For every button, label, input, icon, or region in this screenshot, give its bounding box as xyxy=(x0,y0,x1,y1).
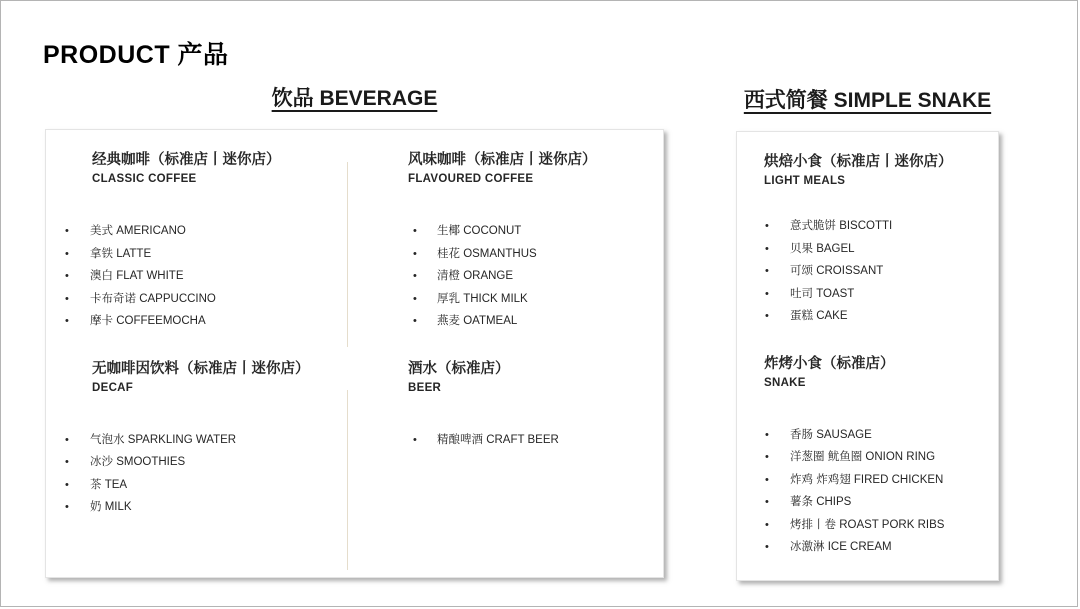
section-title-cn: 酒水（标准店） xyxy=(408,360,510,377)
menu-item-label: 精酿啤酒 CRAFT BEER xyxy=(437,433,559,446)
bullet-icon: • xyxy=(413,270,417,282)
menu-item xyxy=(65,496,348,519)
menu-item-label: 吐司 TOAST xyxy=(790,287,855,300)
menu-item-list xyxy=(408,429,663,452)
beverage-card xyxy=(45,129,664,578)
section-title-en: CLASSIC COFFEE xyxy=(92,173,197,185)
bullet-icon: • xyxy=(413,315,417,327)
menu-item xyxy=(757,491,998,514)
snack-group xyxy=(736,87,999,581)
menu-item-label: 燕麦 OATMEAL xyxy=(437,315,518,327)
menu-item-label: 薯条 CHIPS xyxy=(790,496,852,508)
menu-item xyxy=(408,265,663,288)
bullet-icon: • xyxy=(65,433,69,446)
menu-item-label: 生椰 COCONUT xyxy=(437,225,522,237)
menu-item xyxy=(65,474,348,497)
menu-item-label: 气泡水 SPARKLING WATER xyxy=(90,433,237,446)
menu-item-label: 冰沙 SMOOTHIES xyxy=(90,456,186,468)
menu-item xyxy=(757,469,998,492)
snack-heading: 西式简餐 SIMPLE SNAKE xyxy=(743,89,992,112)
beverage-column-1 xyxy=(46,130,348,577)
menu-section-light-meals xyxy=(757,152,998,328)
menu-item xyxy=(757,514,998,537)
menu-item xyxy=(408,220,663,243)
bullet-icon: • xyxy=(65,315,69,327)
menu-item xyxy=(757,260,998,283)
bullet-icon: • xyxy=(65,270,69,282)
column-divider-top xyxy=(347,162,348,347)
section-title-en: FLAVOURED COFFEE xyxy=(408,173,534,185)
bullet-icon: • xyxy=(765,518,769,531)
section-title-cn: 烘焙小食（标准店丨迷你店） xyxy=(764,154,953,170)
menu-item xyxy=(65,288,348,311)
menu-section-beer xyxy=(408,359,663,452)
menu-item-label: 拿铁 LATTE xyxy=(90,247,152,260)
bullet-icon: • xyxy=(765,473,769,486)
section-title-en: BEER xyxy=(408,381,442,394)
menu-item xyxy=(757,536,998,559)
menu-item xyxy=(408,310,663,333)
bullet-icon: • xyxy=(765,541,769,553)
menu-item-label: 冰激淋 ICE CREAM xyxy=(790,541,892,553)
bullet-icon: • xyxy=(65,292,69,305)
menu-item-label: 炸鸡 炸鸡翅 FIRED CHICKEN xyxy=(790,473,944,486)
menu-item-list xyxy=(757,215,998,328)
bullet-icon: • xyxy=(413,225,417,237)
menu-section-decaf xyxy=(65,359,348,519)
menu-item xyxy=(757,283,998,306)
section-title-cn: 无咖啡因饮料（标准店丨迷你店） xyxy=(92,360,310,377)
beverage-heading: 饮品 BEVERAGE xyxy=(271,87,438,110)
bullet-icon: • xyxy=(65,247,69,260)
menu-item-list xyxy=(408,220,663,333)
menu-item xyxy=(757,305,998,328)
menu-item xyxy=(757,424,998,447)
menu-item xyxy=(757,215,998,238)
bullet-icon: • xyxy=(765,428,769,441)
bullet-icon: • xyxy=(765,265,769,277)
snack-column xyxy=(737,132,998,580)
menu-item-list xyxy=(757,424,998,559)
menu-section-flavoured-coffee xyxy=(408,150,663,333)
menu-section-classic-coffee xyxy=(65,150,348,333)
bullet-icon: • xyxy=(765,310,769,322)
menu-item-label: 清橙 ORANGE xyxy=(437,270,514,282)
snack-card xyxy=(736,131,999,581)
column-divider-bottom xyxy=(347,390,348,570)
bullet-icon: • xyxy=(65,456,69,468)
menu-item-label: 摩卡 COFFEEMOCHA xyxy=(90,315,206,327)
menu-item xyxy=(65,429,348,452)
menu-item xyxy=(757,446,998,469)
beverage-group xyxy=(45,85,664,578)
menu-item-label: 奶 MILK xyxy=(90,501,132,513)
menu-item-label: 厚乳 THICK MILK xyxy=(437,292,528,305)
menu-item-label: 香肠 SAUSAGE xyxy=(790,428,872,441)
menu-item-label: 卡布奇诺 CAPPUCCINO xyxy=(90,292,216,305)
bullet-icon: • xyxy=(765,220,769,232)
bullet-icon: • xyxy=(765,496,769,508)
section-title-en: SNAKE xyxy=(764,376,806,389)
bullet-icon: • xyxy=(413,292,417,305)
menu-item-label: 贝果 BAGEL xyxy=(790,242,855,255)
bullet-icon: • xyxy=(65,501,69,513)
menu-item xyxy=(757,238,998,261)
bullet-icon: • xyxy=(765,287,769,300)
bullet-icon: • xyxy=(765,451,769,463)
bullet-icon: • xyxy=(413,247,417,260)
menu-item-list xyxy=(65,429,348,519)
section-title-en: DECAF xyxy=(92,381,134,394)
menu-item xyxy=(408,288,663,311)
menu-item-label: 澳白 FLAT WHITE xyxy=(90,270,184,282)
menu-item-list xyxy=(65,220,348,333)
menu-item xyxy=(65,265,348,288)
menu-item-label: 洋葱圈 鱿鱼圈 ONION RING xyxy=(790,451,936,463)
bullet-icon: • xyxy=(413,433,417,446)
menu-item-label: 蛋糕 CAKE xyxy=(790,310,848,322)
menu-item-label: 美式 AMERICANO xyxy=(90,225,186,237)
menu-item-label: 桂花 OSMANTHUS xyxy=(437,247,537,260)
menu-item-label: 茶 TEA xyxy=(90,478,128,491)
menu-item xyxy=(65,220,348,243)
bullet-icon: • xyxy=(65,225,69,237)
menu-item xyxy=(408,243,663,266)
bullet-icon: • xyxy=(65,478,69,491)
menu-item xyxy=(65,310,348,333)
section-title-cn: 炸烤小食（标准店） xyxy=(764,355,895,372)
bullet-icon: • xyxy=(765,242,769,255)
menu-item-label: 可颂 CROISSANT xyxy=(790,265,884,277)
section-title-en: LIGHT MEALS xyxy=(764,175,846,187)
menu-item-label: 烤排丨卷 ROAST PORK RIBS xyxy=(790,518,945,531)
menu-item-label: 意式脆饼 BISCOTTI xyxy=(790,220,893,232)
menu-item xyxy=(65,243,348,266)
beverage-column-2 xyxy=(348,130,663,577)
menu-item xyxy=(408,429,663,452)
section-title-cn: 风味咖啡（标准店丨迷你店） xyxy=(408,152,597,168)
page-title: PRODUCT 产品 xyxy=(43,41,229,69)
section-title-cn: 经典咖啡（标准店丨迷你店） xyxy=(92,152,281,168)
menu-section-fried-snacks xyxy=(757,354,998,559)
menu-item xyxy=(65,451,348,474)
